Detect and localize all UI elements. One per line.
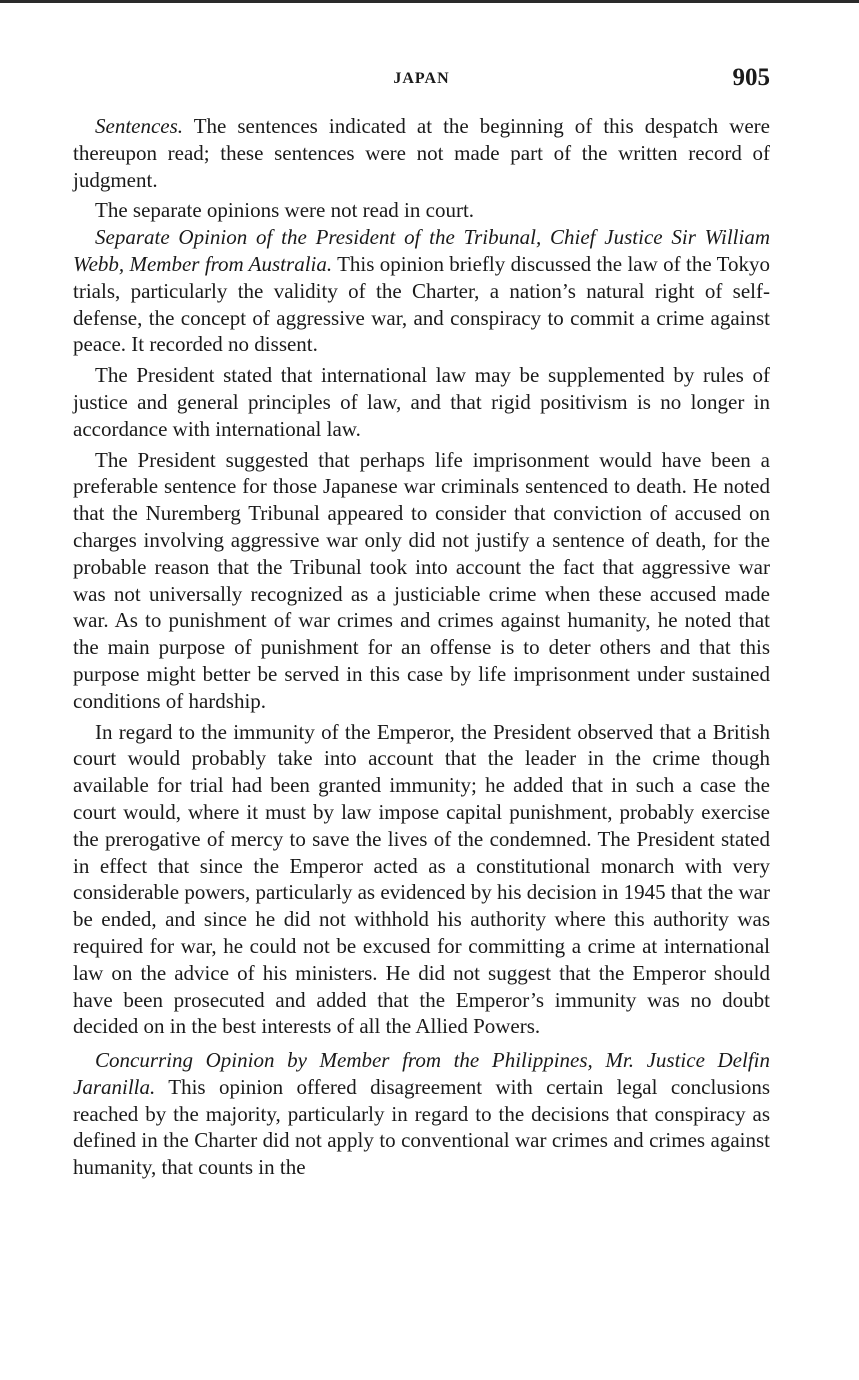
paragraph-heading: Sentences. <box>95 114 184 138</box>
paragraph-sentences <box>73 113 770 193</box>
paragraph-text: The sentences indicated at the beginning of this despatch were thereupon read; these sentences were not made part of the written record of judgment. <box>73 114 770 192</box>
paragraph-text: The President suggested that perhaps life imprisonment would have been a preferable sentence for those Japanese war criminals sentenced to death. He noted that the Nuremberg Tribunal appeared to consider that conviction of accused on charges involving aggressive war only did not justify a sentence of death, for the probable reason that the Tribunal took into account the fact that aggressive war was not universally recognized as a justiciable crime when these accused made war. As to punishment of war crimes and crimes against humanity, he noted that the main purpose of punishment for an offense is to deter others and that this purpose might better be served in this case by life imprisonment under sustained conditions of hardship. <box>73 447 770 713</box>
paragraph-separate-opinions <box>73 197 770 224</box>
body-text <box>73 113 770 1181</box>
page-number: 905 <box>732 64 770 91</box>
paragraph-emperor-immunity <box>73 719 770 1041</box>
paragraph-text: In regard to the immunity of the Emperor, the President observed that a British court would probably take into account that the leader in the crime though available for trial had been granted immunity; he added that in such a case the court would, where it must by law impose capital punishment, probably exercise the prerogative of mercy to save the lives of the condemned. The President stated in effect that since the Emperor acted as a constitutional monarch with very considerable powers, particularly as evidenced by his decision in 1945 that the war be ended, and since he did not withhold his authority where this authority was required for war, he could not be excused for committing a crime at international law on the advice of his ministers. He did not suggest that the Emperor should have been prosecuted and added that the Emperor’s immunity was no doubt decided on in the best interests of all the Allied Powers. <box>73 719 770 1039</box>
paragraph-jaranilla-opinion <box>73 1047 770 1181</box>
paragraph-life-imprisonment <box>73 447 770 715</box>
paragraph-international-law <box>73 362 770 442</box>
paragraph-text: This opinion briefly discussed the law of the Tokyo trials, particularly the validity of the Charter, a nation’s natural right of self-defense, the concept of aggressive war, and conspiracy to commit a crime against peace. It recorded no dissent. <box>73 251 770 357</box>
paragraph-heading: Concurring Opinion by Member from the Philippines, Mr. Justice Delfin Jaranilla. <box>73 1048 770 1099</box>
top-rule <box>0 0 859 3</box>
paragraph-text: This opinion offered disagreement with certain legal conclusions reached by the majority, particularly in regard to the decisions that conspiracy as defined in the Charter did not apply to conventional war crimes and crimes against humanity, that counts in the <box>73 1074 770 1180</box>
paragraph-webb-opinion <box>73 224 770 358</box>
paragraph-heading: Separate Opinion of the President of the Tribunal, Chief Justice Sir William Webb, Member from Australia. <box>73 225 770 276</box>
running-head <box>73 64 770 98</box>
running-title: JAPAN <box>393 70 450 87</box>
paragraph-text: The separate opinions were not read in court. <box>95 198 475 223</box>
paragraph-text: The President stated that international law may be supplemented by rules of justice and general principles of law, and that rigid positivism is no longer in accordance with international law. <box>73 363 770 441</box>
